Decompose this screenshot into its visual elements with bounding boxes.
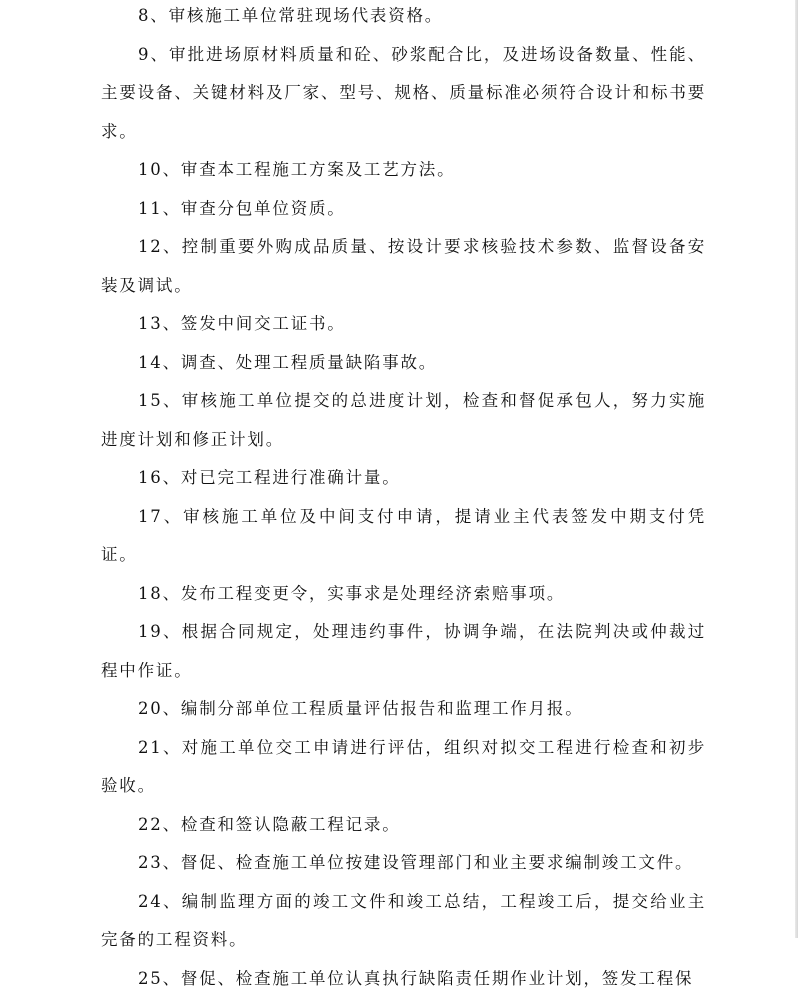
paragraph-item-25: 25、督促、检查施工单位认真执行缺陷责任期作业计划，签发工程保 (101, 960, 706, 998)
paragraph-item-18: 18、发布工程变更令，实事求是处理经济索赔事项。 (101, 575, 706, 614)
paragraph-item-14: 14、调查、处理工程质量缺陷事故。 (101, 344, 706, 383)
paragraph-item-24: 24、编制监理方面的竣工文件和竣工总结，工程竣工后，提交给业主完备的工程资料。 (101, 883, 706, 960)
paragraph-item-17: 17、审核施工单位及中间支付申请，提请业主代表签发中期支付凭证。 (101, 498, 706, 575)
paragraph-item-12: 12、控制重要外购成品质量、按设计要求核验技术参数、监督设备安装及调试。 (101, 228, 706, 305)
paragraph-item-16: 16、对已完工程进行准确计量。 (101, 459, 706, 498)
paragraph-item-22: 22、检查和签认隐蔽工程记录。 (101, 806, 706, 845)
paragraph-item-11: 11、审查分包单位资质。 (101, 190, 706, 229)
paragraph-item-15: 15、审核施工单位提交的总进度计划，检查和督促承包人，努力实施进度计划和修正计划。 (101, 382, 706, 459)
paragraph-item-19: 19、根据合同规定，处理违约事件，协调争端，在法院判决或仲裁过程中作证。 (101, 613, 706, 690)
paragraph-item-10: 10、审查本工程施工方案及工艺方法。 (101, 151, 706, 190)
paragraph-item-13: 13、签发中间交工证书。 (101, 305, 706, 344)
paragraph-item-23: 23、督促、检查施工单位按建设管理部门和业主要求编制竣工文件。 (101, 844, 706, 883)
document-body (101, 0, 706, 998)
paragraph-item-9: 9、审批进场原材料质量和砼、砂浆配合比，及进场设备数量、性能、主要设备、关键材料及厂家、型号、规格、质量标准必须符合设计和标书要求。 (101, 36, 706, 152)
paragraph-item-20: 20、编制分部单位工程质量评估报告和监理工作月报。 (101, 690, 706, 729)
paragraph-item-21: 21、对施工单位交工申请进行评估，组织对拟交工程进行检查和初步验收。 (101, 729, 706, 806)
paragraph-item-8: 8、审核施工单位常驻现场代表资格。 (101, 0, 706, 36)
